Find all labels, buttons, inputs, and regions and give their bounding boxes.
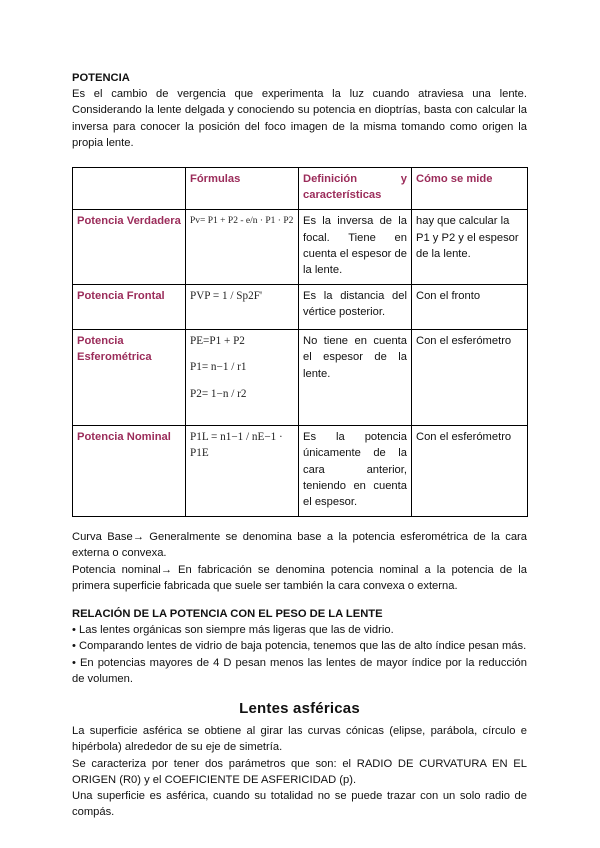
row-name: Potencia Nominal <box>73 426 186 517</box>
table-row <box>73 330 528 426</box>
row-definition: Es la potencia únicamente de la cara anterior, teniendo en cuenta el espesor. <box>299 426 412 517</box>
row-definition: Es la inversa de la focal. Tiene en cuenta el espesor de la lente. <box>299 210 412 285</box>
table-header-definition: Definición y características <box>299 168 412 210</box>
row-formula: PVP = 1 / Sp2F' <box>186 285 299 330</box>
section-heading-relacion: RELACIÓN DE LA POTENCIA CON EL PESO DE LA LENTE <box>72 608 383 621</box>
potencia-table <box>72 167 528 517</box>
asfericas-paragraph-2: Se caracteriza por tener dos parámetros que son: el RADIO DE CURVATURA EN EL ORIGEN (R0) y el COEFICIENTE DE ASFERICIDAD (p). <box>72 757 527 786</box>
row-name: Potencia Esferométrica <box>73 330 186 426</box>
row-measure: Con el fronto <box>412 285 528 330</box>
section-title-asfericas: Lentes asféricas <box>239 700 360 718</box>
formula-line: P1= n−1 / r1 <box>190 361 247 374</box>
row-name: Potencia Verdadera <box>73 210 186 285</box>
table-row <box>73 426 528 517</box>
row-definition: Es la distancia del vértice posterior. <box>299 285 412 330</box>
relacion-section <box>72 606 527 687</box>
document-page <box>72 70 527 821</box>
formula-line: PE=P1 + P2 <box>190 335 245 348</box>
row-formula: Pv= P1 + P2 - e/n · P1 · P2 <box>186 210 299 285</box>
asfericas-paragraph-3: Una superficie es asférica, cuando su totalidad no se puede trazar con un solo radio de compás. <box>72 790 527 819</box>
list-item: • En potencias mayores de 4 D pesan menos las lentes de mayor índice por la reducción de volumen. <box>72 656 527 685</box>
row-measure: Con el esferómetro <box>412 330 528 426</box>
table-header-empty <box>73 168 186 210</box>
curva-section <box>72 529 527 594</box>
potencia-nominal-text: Potencia nominal→ En fabricación se denomina potencia nominal a la potencia de la primera superficie fabricada que suele ser también la cara convexa o externa. <box>72 563 527 592</box>
asfericas-paragraph-1: La superficie asférica se obtiene al girar las curvas cónicas (elipse, parábola, círculo e hipérbola) alrededor de su eje de simetría. <box>72 725 527 754</box>
row-definition: No tiene en cuenta el espesor de la lente. <box>299 330 412 426</box>
table-row <box>73 285 528 330</box>
row-measure: Con el esferómetro <box>412 426 528 517</box>
list-item: • Las lentes orgánicas son siempre más ligeras que las de vidrio. <box>72 624 394 637</box>
potencia-intro: Es el cambio de vergencia que experimenta la luz cuando atraviesa una lente. Considerando la lente delgada y conociendo su potencia en dioptrías, basta con calcular la inversa para conocer la posición del foco imagen de la misma tomando como origen la propia lente. <box>72 88 527 149</box>
curva-base-text: Curva Base→ Generalmente se denomina base a la potencia esferométrica de la cara externa o convexa. <box>72 531 527 560</box>
table-header-row <box>73 168 528 210</box>
row-measure: hay que calcular la P1 y P2 y el espesor de la lente. <box>412 210 528 285</box>
row-formula <box>186 330 299 426</box>
table-header-formulas: Fórmulas <box>186 168 299 210</box>
table-header-measure: Cómo se mide <box>412 168 528 210</box>
list-item: • Comparando lentes de vidrio de baja potencia, tenemos que las de alto índice pesan más. <box>72 640 527 653</box>
row-name: Potencia Frontal <box>73 285 186 330</box>
table-row <box>73 210 528 285</box>
row-formula: P1L = n1−1 / nE−1 · P1E <box>186 426 299 517</box>
formula-line: P2= 1−n / r2 <box>190 387 247 400</box>
section-heading-potencia: POTENCIA <box>72 72 130 84</box>
